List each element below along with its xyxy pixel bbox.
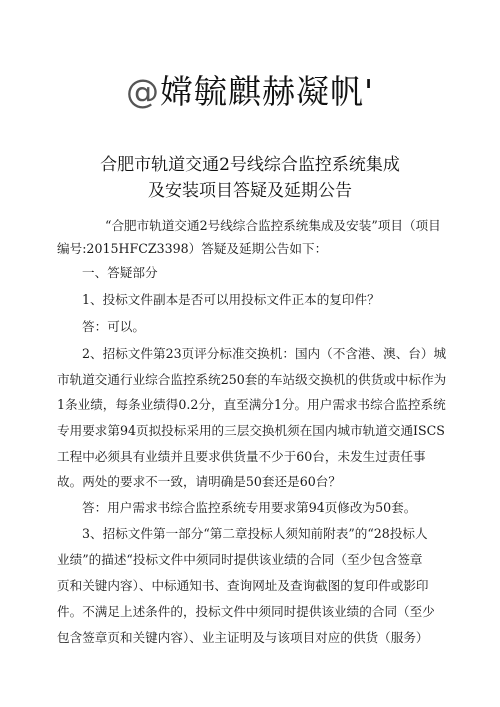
section-heading-qa: 一、答疑部分 [82,265,158,280]
question-2-line-5: 工程中必须具有业绩并且要求供货量不少于60台，未发生过责任事 [57,449,426,464]
answer-1: 答：可以。 [82,319,145,334]
question-1: 1、投标文件副本是否可以用投标文件正本的复印件？ [82,292,380,307]
question-3-line-4: 件。不满足上述条件的，投标文件中须同时提供该业绩的合同（至少 [57,604,435,619]
question-2-line-1: 2、招标文件第23页评分标准交换机：国内（不含港、澳、台）城 [82,346,447,361]
question-3-line-2: 业绩”的描述“投标文件中须同时提供该业绩的合同（至少包含签章 [57,552,423,567]
garbled-header-chars: 嫦毓麒赫凝帆' [159,72,375,111]
document-title-line-1: 合肥市轨道交通2号线综合监控系统集成 [100,155,400,175]
intro-line-1: “合肥市轨道交通2号线综合监控系统集成及安装”项目（项目 [105,218,441,233]
at-symbol: @ [125,72,160,111]
question-2-line-2: 市轨道交通行业综合监控系统250套的车站级交换机的供货或中标作为 [57,372,447,387]
question-2-line-3: 1条业绩，每条业绩得0.2分，直至满分1分。用户需求书综合监控系统 [57,397,446,412]
question-3-line-3: 页和关键内容）、中标通知书、查询网址及查询截图的复印件或影印 [57,578,429,593]
answer-2: 答：用户需求书综合监控系统专用要求第94页修改为50套。 [82,500,417,515]
question-2-line-4: 专用要求第94页拟投标采用的三层交换机须在国内城市轨道交通ISCS [57,423,445,438]
question-3-line-1: 3、招标文件第一部分“第二章投标人须知前附表”的“28投标人 [82,526,428,541]
garbled-header-text [0,66,500,113]
document-title-line-2: 及安装项目答疑及延期公告 [148,181,352,201]
intro-line-2: 编号:2015HFCZ3398）答疑及延期公告如下： [57,241,328,256]
question-3-line-5: 包含签章页和关键内容）、业主证明及与该项目对应的供货（服务） [57,630,429,645]
question-2-line-6: 故。两处的要求不一致，请明确是50套还是60台？ [57,474,341,489]
